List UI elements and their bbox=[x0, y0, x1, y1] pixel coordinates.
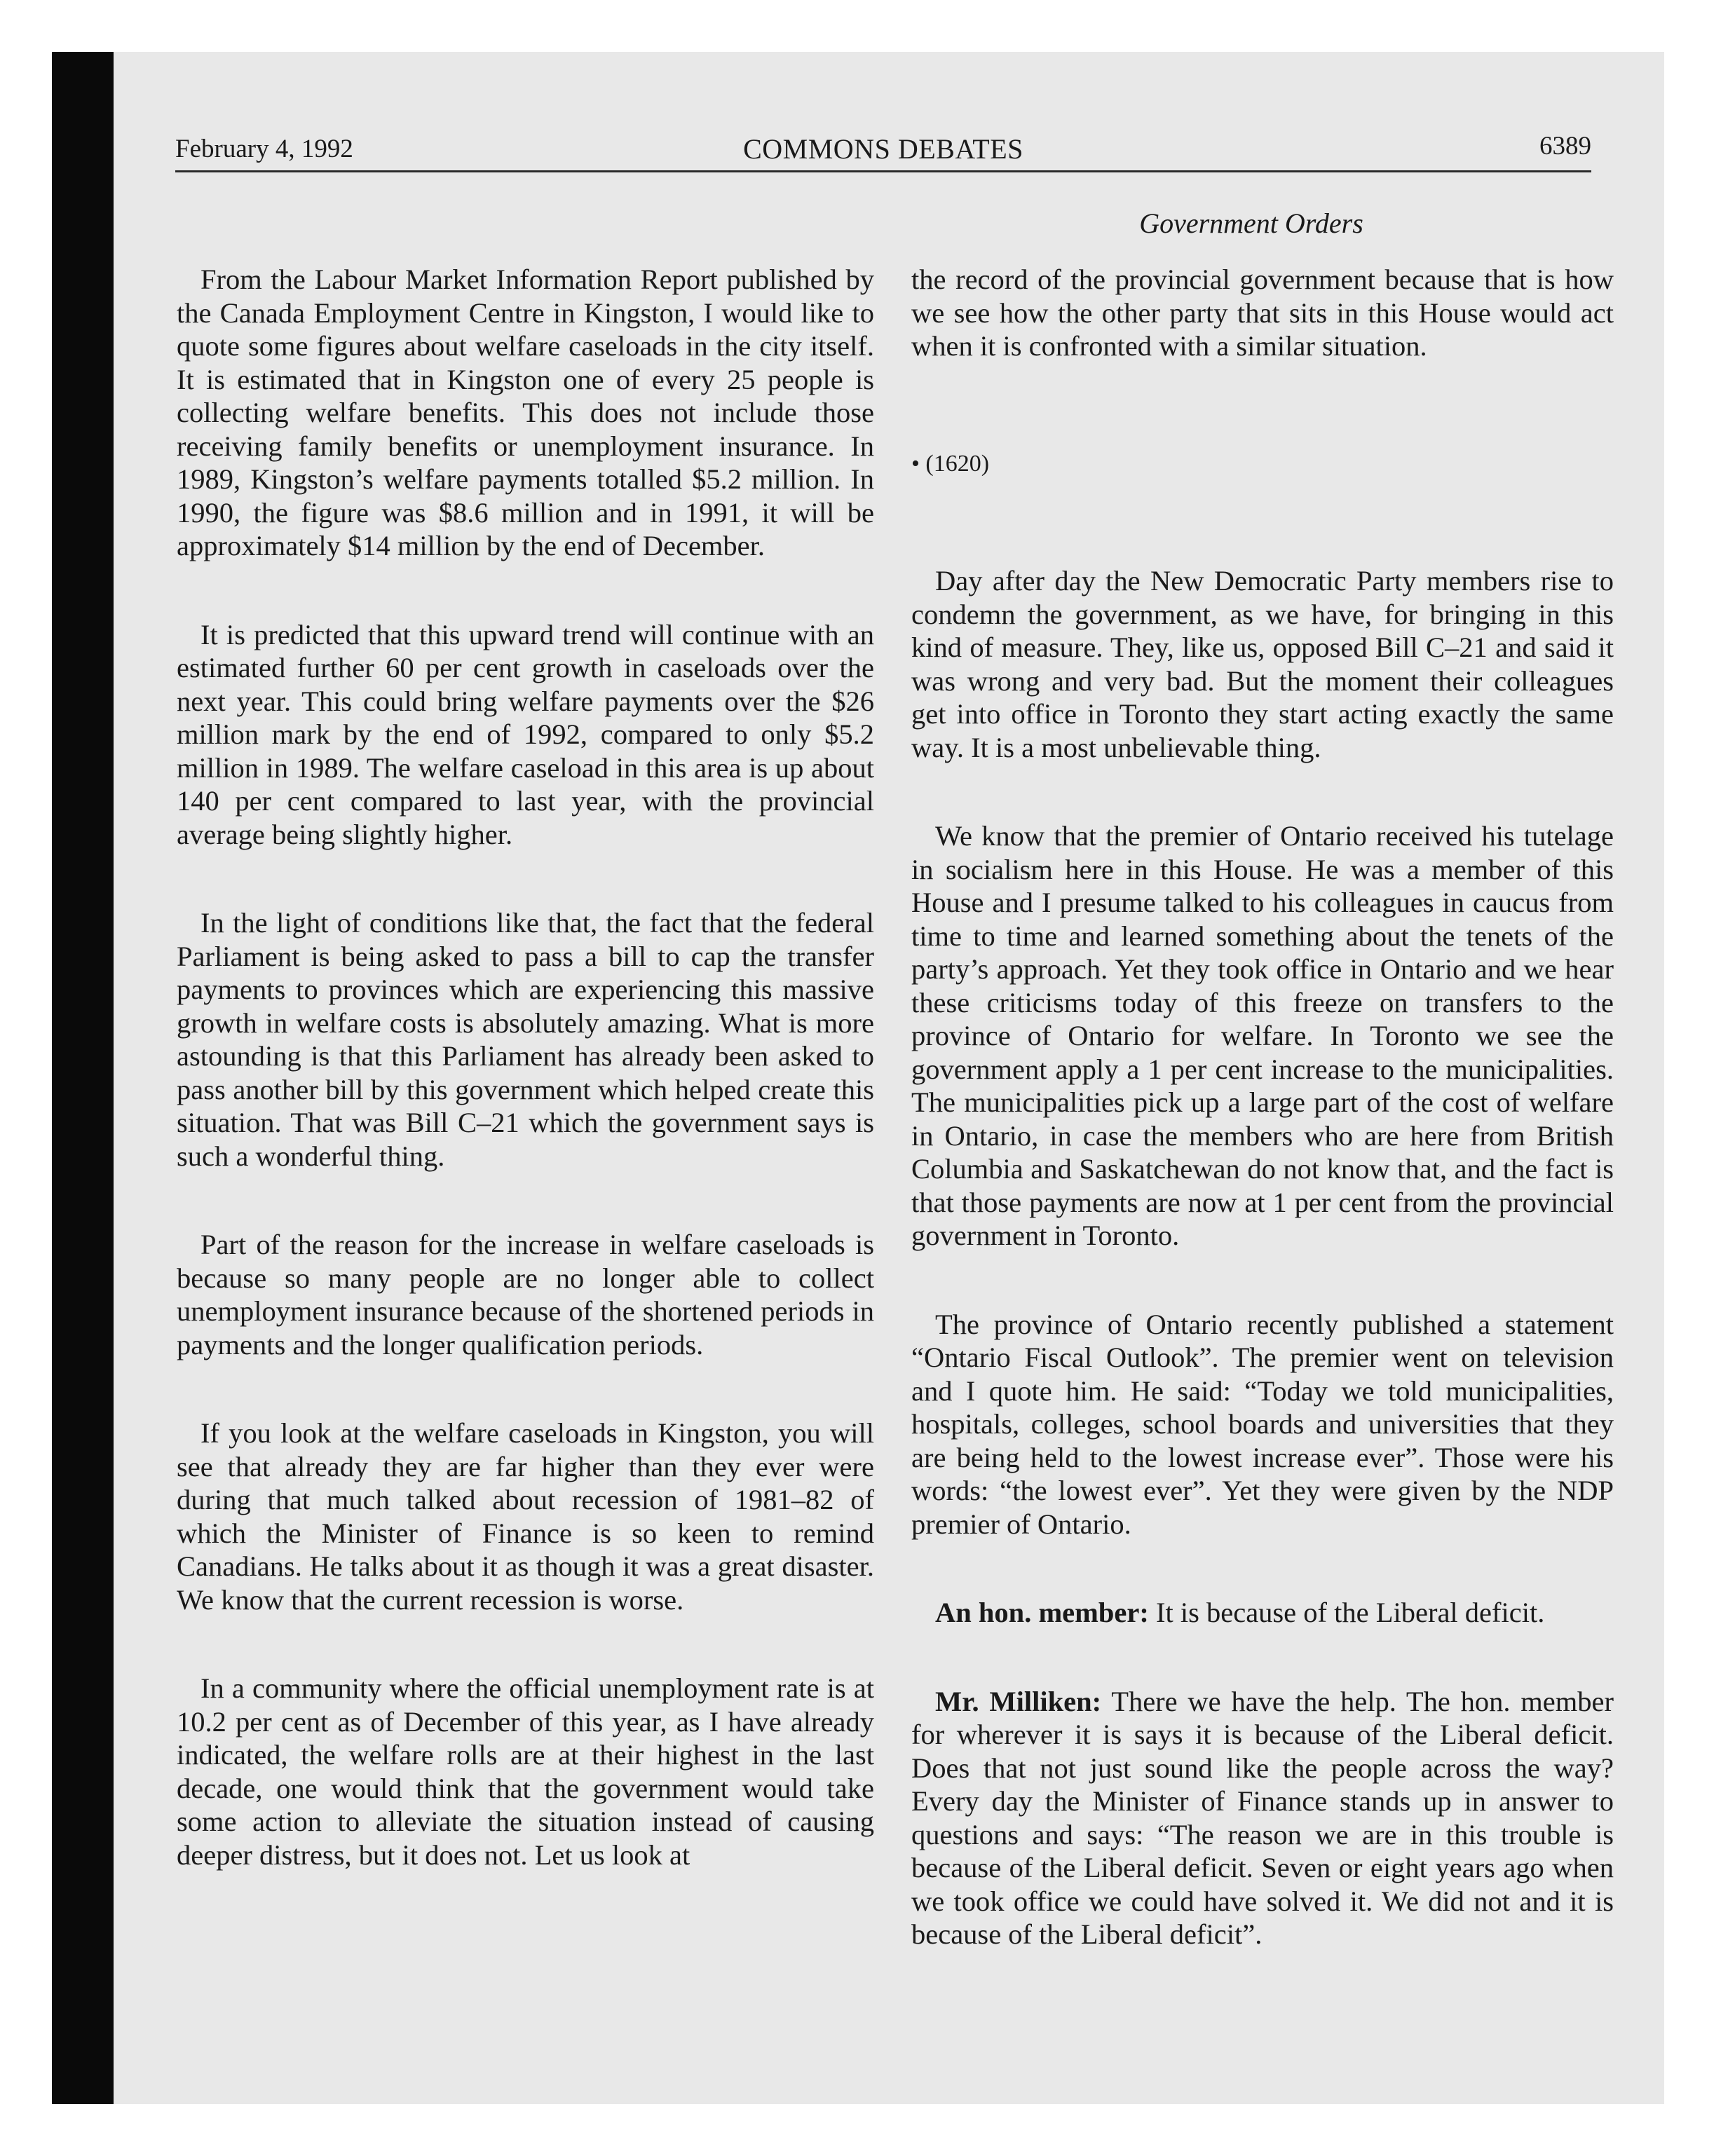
paragraph: From the Labour Market Information Report published by the Canada Employment Centre in Kingston, I would like to quote some figures about welfare caseloads in the city itself. It is estimated that in Kingston one of every 25 people is collecting welfare benefits. This does not include those receiving family benefits or unemployment insurance. In 1989, Kingston’s welfare payments totalled $5.2 million. In 1990, the figure was $8.6 million and in 1991, it will be approximately $14 million by the end of December. bbox=[177, 264, 874, 561]
page-number: 6389 bbox=[1539, 132, 1591, 161]
section-title: Government Orders bbox=[1139, 207, 1363, 239]
speaker-name: Mr. Milliken: bbox=[935, 1685, 1102, 1717]
time-marker: • (1620) bbox=[911, 450, 990, 477]
speech-paragraph bbox=[911, 1596, 1614, 1630]
paragraph: Part of the reason for the increase in welfare caseloads is because so many people are no longer able to collect unemployment insurance because of the shortened periods in payments and the longer qualification periods. bbox=[177, 1229, 874, 1360]
paragraph: The province of Ontario recently published a statement “Ontario Fiscal Outlook”. The premier went on television and I quote him. He said: “Today we told municipalities, hospitals, colleges, school boards and universities that they are being held to the lowest increase ever”. Those were his words: “the lowest ever”. Yet they were given by the NDP premier of Ontario. bbox=[911, 1308, 1614, 1540]
paragraph: In the light of conditions like that, the fact that the federal Parliament is being asked to pass a bill to cap the transfer payments to provinces which are experiencing this massive growth in welfare costs is absolutely amazing. What is more astounding is that this Parliament has already been asked to pass another bill by this government which helped create this situation. That was Bill C–21 which the government says is such a wonderful thing. bbox=[177, 907, 874, 1172]
header-journal-title: COMMONS DEBATES bbox=[743, 133, 1023, 165]
paragraph: We know that the premier of Ontario received his tutelage in socialism here in this House. He was a member of this House and I presume talked to his colleagues in caucus from time to time and learned something about the tenets of the party’s approach. Yet they took office in Ontario and we hear these criticisms today of this freeze on transfers to the province of Ontario for welfare. In Toronto we see the government apply a 1 per cent increase to the municipalities. The municipalities pick up a large part of the cost of welfare in Ontario, in case the members who are here from British Columbia and Saskatchewan do not know that, and the fact is that those payments are now at 1 per cent from the provincial government in Toronto. bbox=[911, 820, 1614, 1251]
right-column bbox=[911, 263, 1614, 1951]
paragraph: the record of the provincial government because that is how we see how the other party that sits in this House would act when it is confronted with a similar situation. bbox=[911, 264, 1614, 362]
scan-binding-edge bbox=[52, 52, 114, 2104]
speech-text: There we have the help. The hon. member for wherever it is says it is because of the Liberal deficit. Does that not just sound like the people across the way? Every day the Minister of Finance stands up in answer to questions and says: “The reason we are in this trouble is because of the Liberal deficit. Seven or eight years ago when we took office we could have solved it. We did not and it is because of the Liberal deficit”. bbox=[911, 1685, 1614, 1950]
paragraph: If you look at the welfare caseloads in Kingston, you will see that already they are far higher than they ever were during that much talked about recession of 1981–82 of which the Minister of Finance is so keen to remind Canadians. He talks about it as though it was a great disaster. We know that the current recession is worse. bbox=[177, 1417, 874, 1616]
left-column bbox=[177, 263, 874, 1871]
paragraph: It is predicted that this upward trend will continue with an estimated further 60 per cent growth in caseloads over the next year. This could bring welfare payments over the $26 million mark by the end of 1992, compared to only $5.2 million in 1989. The welfare caseload in this area is up about 140 per cent compared to last year, with the provincial average being slightly higher. bbox=[177, 618, 874, 850]
speech-paragraph bbox=[911, 1685, 1614, 1951]
header-rule bbox=[175, 170, 1591, 172]
paragraph: In a community where the official unemployment rate is at 10.2 per cent as of December of this year, as I have already indicated, the welfare rolls are at their highest in the last decade, one would think that the government would take some action to alleviate the situation instead of causing deeper distress, but it does not. Let us look at bbox=[177, 1672, 874, 1871]
paragraph: Day after day the New Democratic Party members rise to condemn the government, as we have, for bringing in this kind of measure. They, like us, opposed Bill C–21 and said it was wrong and very bad. But the moment their colleagues get into office in Toronto they start acting exactly the same way. It is a most unbelievable thing. bbox=[911, 565, 1614, 763]
speech-text: It is because of the Liberal deficit. bbox=[1148, 1597, 1545, 1628]
header-date: February 4, 1992 bbox=[175, 135, 353, 163]
page-header bbox=[175, 126, 1591, 172]
speaker-name: An hon. member: bbox=[935, 1597, 1149, 1628]
